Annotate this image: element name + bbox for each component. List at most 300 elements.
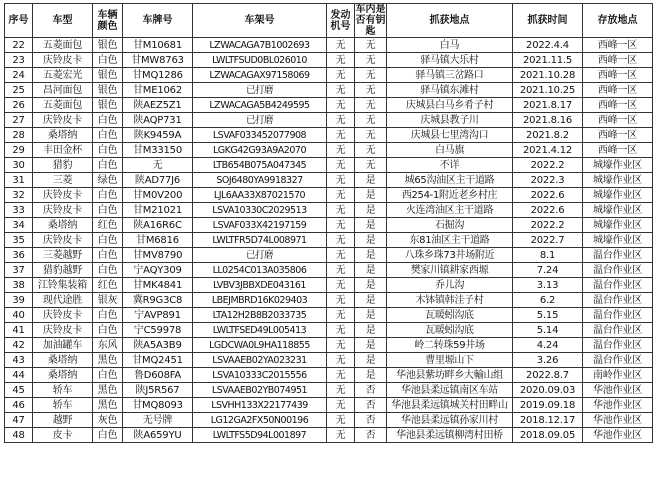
table-row [5, 188, 653, 203]
cell-vehicle-type: 庆铃皮卡 [33, 188, 93, 203]
cell-plate: 宁AQY309 [123, 263, 193, 278]
cell-key-inside: 是 [355, 308, 387, 323]
cell-key-inside: 是 [355, 173, 387, 188]
seized-vehicles-table [4, 3, 653, 443]
cell-key-inside: 无 [355, 38, 387, 53]
table-row [5, 173, 653, 188]
cell-key-inside: 是 [355, 203, 387, 218]
cell-storage-location: 温台作业区 [583, 248, 653, 263]
cell-vin: LSVAF033X42197159 [193, 218, 327, 233]
cell-engine-no: 无 [327, 68, 355, 83]
cell-color: 黑色 [93, 398, 123, 413]
cell-color: 白色 [93, 128, 123, 143]
table-row [5, 83, 653, 98]
cell-seizure-location: 樊家川镇耕家西塬 [387, 263, 513, 278]
cell-vehicle-type: 五菱面包 [33, 98, 93, 113]
cell-vin: LVBV3JBBXDE043161 [193, 278, 327, 293]
cell-seizure-location: 白马旗 [387, 143, 513, 158]
cell-seizure-location: 西254-1附近老乡村庄 [387, 188, 513, 203]
cell-storage-location: 温台作业区 [583, 308, 653, 323]
cell-plate: 甘M33150 [123, 143, 193, 158]
table-row [5, 413, 653, 428]
cell-index: 35 [5, 233, 33, 248]
table-row [5, 248, 653, 263]
cell-storage-location: 温台作业区 [583, 338, 653, 353]
cell-seizure-location: 不详 [387, 158, 513, 173]
cell-plate: 陕AQP731 [123, 113, 193, 128]
cell-key-inside: 无 [355, 53, 387, 68]
cell-key-inside: 无 [355, 143, 387, 158]
cell-storage-location: 华池作业区 [583, 428, 653, 443]
cell-vin: LSVHH133X22177439 [193, 398, 327, 413]
table-row [5, 428, 653, 443]
cell-plate: 陕K9459A [123, 128, 193, 143]
cell-engine-no: 无 [327, 398, 355, 413]
cell-key-inside: 是 [355, 293, 387, 308]
cell-plate: 陕J5R567 [123, 383, 193, 398]
cell-seizure-location: 乔儿沟 [387, 278, 513, 293]
cell-vin: LZWACAGA7B1002693 [193, 38, 327, 53]
cell-index: 30 [5, 158, 33, 173]
cell-engine-no: 无 [327, 338, 355, 353]
cell-vehicle-type: 庆铃皮卡 [33, 308, 93, 323]
table-row [5, 218, 653, 233]
cell-seizure-time: 2022.6 [513, 188, 583, 203]
cell-color: 银色 [93, 83, 123, 98]
cell-index: 27 [5, 113, 33, 128]
table-row [5, 233, 653, 248]
cell-seizure-time: 2022.7 [513, 233, 583, 248]
header-plate: 车牌号 [123, 4, 193, 38]
cell-storage-location: 西峰一区 [583, 128, 653, 143]
cell-engine-no: 无 [327, 323, 355, 338]
cell-storage-location: 华池作业区 [583, 413, 653, 428]
cell-seizure-time: 2021.8.16 [513, 113, 583, 128]
cell-key-inside: 无 [355, 68, 387, 83]
cell-vin: LZWACAGAX97158069 [193, 68, 327, 83]
cell-color: 白色 [93, 323, 123, 338]
cell-engine-no: 无 [327, 308, 355, 323]
cell-key-inside: 无 [355, 113, 387, 128]
cell-index: 34 [5, 218, 33, 233]
cell-index: 33 [5, 203, 33, 218]
cell-vin: LWLTFS5D94L001897 [193, 428, 327, 443]
cell-seizure-time: 2021.10.25 [513, 83, 583, 98]
cell-engine-no: 无 [327, 143, 355, 158]
cell-key-inside: 是 [355, 248, 387, 263]
cell-vin: LSVA10330C2029513 [193, 203, 327, 218]
cell-seizure-time: 7.24 [513, 263, 583, 278]
cell-plate: 甘M6816 [123, 233, 193, 248]
cell-vehicle-type: 五菱宏光 [33, 68, 93, 83]
cell-engine-no: 无 [327, 83, 355, 98]
cell-index: 39 [5, 293, 33, 308]
cell-storage-location: 城壕作业区 [583, 203, 653, 218]
table-row [5, 98, 653, 113]
header-color: 车辆颜色 [93, 4, 123, 38]
cell-seizure-location: 岭二转珠59井场 [387, 338, 513, 353]
cell-plate: 甘MQ2451 [123, 353, 193, 368]
cell-vin: LSVAF033452077908 [193, 128, 327, 143]
cell-color: 白色 [93, 158, 123, 173]
cell-engine-no: 无 [327, 383, 355, 398]
cell-storage-location: 华池作业区 [583, 398, 653, 413]
cell-color: 红色 [93, 218, 123, 233]
table-row [5, 323, 653, 338]
cell-seizure-time: 2021.4.12 [513, 143, 583, 158]
cell-engine-no: 无 [327, 128, 355, 143]
cell-storage-location: 南岭作业区 [583, 368, 653, 383]
cell-index: 37 [5, 263, 33, 278]
cell-engine-no: 无 [327, 428, 355, 443]
cell-seizure-location: 庆城县白马乡肴子村 [387, 98, 513, 113]
header-vehicle-type: 车型 [33, 4, 93, 38]
cell-key-inside: 是 [355, 353, 387, 368]
cell-plate: 无号牌 [123, 413, 193, 428]
cell-index: 41 [5, 323, 33, 338]
cell-seizure-location: 火连湾油区主干道路 [387, 203, 513, 218]
cell-seizure-location: 华池县紫坊畔乡大輸山组 [387, 368, 513, 383]
cell-engine-no: 无 [327, 248, 355, 263]
cell-seizure-time: 2018.12.17 [513, 413, 583, 428]
cell-engine-no: 无 [327, 38, 355, 53]
cell-engine-no: 无 [327, 53, 355, 68]
cell-seizure-time: 2021.8.2 [513, 128, 583, 143]
cell-seizure-time: 2020.09.03 [513, 383, 583, 398]
cell-plate: 陕AD77J6 [123, 173, 193, 188]
cell-engine-no: 无 [327, 158, 355, 173]
cell-seizure-time: 2018.09.05 [513, 428, 583, 443]
cell-color: 绿色 [93, 173, 123, 188]
cell-plate: 陕A16R6C [123, 218, 193, 233]
cell-vin: LWLTFSED49L005413 [193, 323, 327, 338]
cell-key-inside: 否 [355, 398, 387, 413]
cell-plate: 甘MQ8093 [123, 398, 193, 413]
cell-plate: 宁AVP891 [123, 308, 193, 323]
cell-seizure-time: 5.14 [513, 323, 583, 338]
table-row [5, 353, 653, 368]
cell-index: 25 [5, 83, 33, 98]
cell-vin: LSVAAEB02YA023231 [193, 353, 327, 368]
cell-seizure-location: 八珠乡珠73井场附近 [387, 248, 513, 263]
cell-storage-location: 西峰一区 [583, 98, 653, 113]
cell-seizure-location: 华池县柔远镇孙家川村 [387, 413, 513, 428]
cell-vehicle-type: 现代途胜 [33, 293, 93, 308]
cell-plate: 陕A5A3B9 [123, 338, 193, 353]
cell-vin: LWLTFSUD0BL026010 [193, 53, 327, 68]
cell-index: 43 [5, 353, 33, 368]
cell-color: 白色 [93, 248, 123, 263]
cell-vehicle-type: 加油罐车 [33, 338, 93, 353]
cell-seizure-location: 白马 [387, 38, 513, 53]
cell-storage-location: 温台作业区 [583, 293, 653, 308]
cell-seizure-location: 华池县柔远镇柳湾村田桥 [387, 428, 513, 443]
cell-vin: LZWACAGA5B4249595 [193, 98, 327, 113]
cell-plate: 甘MW8763 [123, 53, 193, 68]
cell-key-inside: 无 [355, 83, 387, 98]
table-row [5, 68, 653, 83]
cell-seizure-location: 驿马镇大乐村 [387, 53, 513, 68]
cell-index: 22 [5, 38, 33, 53]
cell-plate: 甘MK4841 [123, 278, 193, 293]
cell-seizure-time: 2021.11.5 [513, 53, 583, 68]
cell-vehicle-type: 江铃集装箱 [33, 278, 93, 293]
cell-engine-no: 无 [327, 218, 355, 233]
cell-vehicle-type: 庆铃皮卡 [33, 203, 93, 218]
cell-storage-location: 温台作业区 [583, 323, 653, 338]
cell-vin: LBEJMBRD16K029403 [193, 293, 327, 308]
cell-seizure-time: 2022.2 [513, 158, 583, 173]
cell-key-inside: 无 [355, 128, 387, 143]
table-row [5, 278, 653, 293]
cell-vehicle-type: 三菱 [33, 173, 93, 188]
cell-vehicle-type: 庆铃皮卡 [33, 233, 93, 248]
cell-color: 白色 [93, 143, 123, 158]
cell-vehicle-type: 皮卡 [33, 428, 93, 443]
cell-seizure-location: 庆城县七里湾沟口 [387, 128, 513, 143]
table-row [5, 383, 653, 398]
cell-seizure-location: 驿马镇东滩村 [387, 83, 513, 98]
table-row [5, 398, 653, 413]
cell-plate: 陕AEZ5Z1 [123, 98, 193, 113]
cell-engine-no: 无 [327, 293, 355, 308]
cell-color: 白色 [93, 113, 123, 128]
cell-color: 白色 [93, 203, 123, 218]
cell-vin: SOJ6480YA9918327 [193, 173, 327, 188]
cell-plate: 甘MQ1286 [123, 68, 193, 83]
cell-seizure-time: 3.26 [513, 353, 583, 368]
cell-engine-no: 无 [327, 113, 355, 128]
cell-vin: LGDCWA0L9HA118855 [193, 338, 327, 353]
table-row [5, 143, 653, 158]
cell-index: 36 [5, 248, 33, 263]
cell-vehicle-type: 桑塔纳 [33, 218, 93, 233]
cell-engine-no: 无 [327, 233, 355, 248]
cell-index: 40 [5, 308, 33, 323]
cell-storage-location: 温台作业区 [583, 263, 653, 278]
cell-vin: LGKG42G93A9A2070 [193, 143, 327, 158]
cell-color: 东风 [93, 338, 123, 353]
header-seizure-time: 抓获时间 [513, 4, 583, 38]
cell-color: 白色 [93, 308, 123, 323]
cell-plate: 甘M10681 [123, 38, 193, 53]
cell-storage-location: 城壕作业区 [583, 233, 653, 248]
cell-plate: 甘M21021 [123, 203, 193, 218]
cell-vehicle-type: 越野 [33, 413, 93, 428]
cell-vin: LWLTFR5D74L008971 [193, 233, 327, 248]
cell-storage-location: 温台作业区 [583, 278, 653, 293]
cell-color: 银色 [93, 38, 123, 53]
table-row [5, 158, 653, 173]
cell-storage-location: 西峰一区 [583, 38, 653, 53]
cell-color: 白色 [93, 428, 123, 443]
cell-vin: 已打磨 [193, 83, 327, 98]
cell-color: 白色 [93, 263, 123, 278]
cell-color: 银灰 [93, 293, 123, 308]
cell-plate: 甘ME1062 [123, 83, 193, 98]
cell-index: 31 [5, 173, 33, 188]
cell-seizure-time: 2022.4.4 [513, 38, 583, 53]
cell-seizure-location: 东81油区主干道路 [387, 233, 513, 248]
cell-seizure-time: 4.24 [513, 338, 583, 353]
cell-vehicle-type: 轿车 [33, 398, 93, 413]
cell-vehicle-type: 桑塔纳 [33, 368, 93, 383]
cell-engine-no: 无 [327, 353, 355, 368]
cell-key-inside: 是 [355, 278, 387, 293]
table-row [5, 53, 653, 68]
cell-index: 23 [5, 53, 33, 68]
header-index: 序号 [5, 4, 33, 38]
table-row [5, 128, 653, 143]
cell-color: 黑色 [93, 353, 123, 368]
cell-vin: 已打磨 [193, 113, 327, 128]
table-row [5, 308, 653, 323]
cell-seizure-location: 瓦暖蚓沟底 [387, 308, 513, 323]
header-vin: 车架号 [193, 4, 327, 38]
cell-storage-location: 西峰一区 [583, 53, 653, 68]
cell-color: 白色 [93, 188, 123, 203]
cell-index: 32 [5, 188, 33, 203]
cell-storage-location: 西峰一区 [583, 83, 653, 98]
table-row [5, 38, 653, 53]
cell-engine-no: 无 [327, 188, 355, 203]
table-row [5, 338, 653, 353]
cell-color: 银色 [93, 98, 123, 113]
cell-engine-no: 无 [327, 263, 355, 278]
cell-plate: 甘M0V200 [123, 188, 193, 203]
cell-seizure-location: 庆城县教子川 [387, 113, 513, 128]
cell-seizure-time: 6.2 [513, 293, 583, 308]
cell-vehicle-type: 庆铃皮卡 [33, 53, 93, 68]
cell-seizure-location: 木钵镇韩洼子村 [387, 293, 513, 308]
cell-storage-location: 西峰一区 [583, 143, 653, 158]
cell-index: 42 [5, 338, 33, 353]
cell-seizure-location: 瓦暖蚓沟底 [387, 323, 513, 338]
header-seizure-location: 抓获地点 [387, 4, 513, 38]
cell-key-inside: 是 [355, 263, 387, 278]
cell-seizure-time: 2021.10.28 [513, 68, 583, 83]
cell-index: 46 [5, 398, 33, 413]
cell-engine-no: 无 [327, 368, 355, 383]
cell-color: 白色 [93, 368, 123, 383]
cell-vehicle-type: 轿车 [33, 383, 93, 398]
cell-vin: LSVA10333C2015556 [193, 368, 327, 383]
cell-vin: LJL6AA33X87021570 [193, 188, 327, 203]
cell-index: 26 [5, 98, 33, 113]
cell-seizure-location: 石掘沟 [387, 218, 513, 233]
table-row [5, 368, 653, 383]
header-storage-location: 存放地点 [583, 4, 653, 38]
cell-seizure-time: 2022.8.7 [513, 368, 583, 383]
cell-storage-location: 城壕作业区 [583, 218, 653, 233]
cell-key-inside: 是 [355, 188, 387, 203]
cell-engine-no: 无 [327, 203, 355, 218]
cell-seizure-location: 华池县柔远镇南区车站 [387, 383, 513, 398]
cell-color: 白色 [93, 53, 123, 68]
cell-vehicle-type: 猎豹 [33, 158, 93, 173]
cell-seizure-time: 2022.3 [513, 173, 583, 188]
cell-index: 44 [5, 368, 33, 383]
cell-vehicle-type: 猎豹越野 [33, 263, 93, 278]
cell-vehicle-type: 三菱越野 [33, 248, 93, 263]
cell-key-inside: 无 [355, 158, 387, 173]
cell-index: 48 [5, 428, 33, 443]
cell-index: 45 [5, 383, 33, 398]
cell-storage-location: 西峰一区 [583, 113, 653, 128]
cell-vehicle-type: 庆铃皮卡 [33, 323, 93, 338]
cell-color: 灰色 [93, 413, 123, 428]
cell-key-inside: 否 [355, 428, 387, 443]
header-engine-no: 发动机号 [327, 4, 355, 38]
cell-seizure-time: 3.13 [513, 278, 583, 293]
cell-vehicle-type: 五菱面包 [33, 38, 93, 53]
cell-storage-location: 城壕作业区 [583, 158, 653, 173]
cell-engine-no: 无 [327, 413, 355, 428]
cell-plate: 鲁D608FA [123, 368, 193, 383]
cell-seizure-location: 城65沟油区主干道路 [387, 173, 513, 188]
cell-key-inside: 是 [355, 338, 387, 353]
cell-storage-location: 温台作业区 [583, 353, 653, 368]
cell-storage-location: 城壕作业区 [583, 173, 653, 188]
cell-index: 38 [5, 278, 33, 293]
cell-vehicle-type: 桑塔纳 [33, 353, 93, 368]
cell-engine-no: 无 [327, 278, 355, 293]
table-body [5, 38, 653, 443]
cell-vehicle-type: 桑塔纳 [33, 128, 93, 143]
cell-key-inside: 是 [355, 323, 387, 338]
table-row [5, 113, 653, 128]
cell-index: 28 [5, 128, 33, 143]
cell-key-inside: 是 [355, 233, 387, 248]
cell-plate: 甘MV8790 [123, 248, 193, 263]
cell-vin: LSVAAEB02YB074951 [193, 383, 327, 398]
cell-seizure-time: 2021.8.17 [513, 98, 583, 113]
cell-key-inside: 是 [355, 368, 387, 383]
table-row [5, 293, 653, 308]
cell-seizure-time: 2022.6 [513, 203, 583, 218]
cell-seizure-time: 2022.2 [513, 218, 583, 233]
cell-index: 47 [5, 413, 33, 428]
cell-vehicle-type: 丰田金杯 [33, 143, 93, 158]
cell-key-inside: 否 [355, 383, 387, 398]
cell-vin: LTA12H2B8B2033735 [193, 308, 327, 323]
cell-vin: LG12GA2FX50N00196 [193, 413, 327, 428]
cell-key-inside: 无 [355, 98, 387, 113]
header-key-inside: 车内是否有钥匙 [355, 4, 386, 37]
cell-vehicle-type: 庆铃皮卡 [33, 113, 93, 128]
cell-color: 白色 [93, 233, 123, 248]
cell-plate: 陕A659YU [123, 428, 193, 443]
cell-engine-no: 无 [327, 173, 355, 188]
cell-key-inside: 是 [355, 218, 387, 233]
cell-vin: 已打磨 [193, 248, 327, 263]
cell-plate: 无 [123, 158, 193, 173]
cell-index: 29 [5, 143, 33, 158]
cell-seizure-time: 5.15 [513, 308, 583, 323]
cell-seizure-location: 华池县柔远镇城关村田畔山 [387, 398, 513, 413]
cell-seizure-location: 驿马镇三岔路口 [387, 68, 513, 83]
cell-color: 银色 [93, 68, 123, 83]
cell-plate: 宁C59978 [123, 323, 193, 338]
cell-storage-location: 西峰一区 [583, 68, 653, 83]
header-row [5, 4, 653, 38]
table-row [5, 263, 653, 278]
cell-seizure-time: 2019.09.18 [513, 398, 583, 413]
cell-engine-no: 无 [327, 98, 355, 113]
cell-index: 24 [5, 68, 33, 83]
cell-storage-location: 华池作业区 [583, 383, 653, 398]
cell-seizure-time: 8.1 [513, 248, 583, 263]
